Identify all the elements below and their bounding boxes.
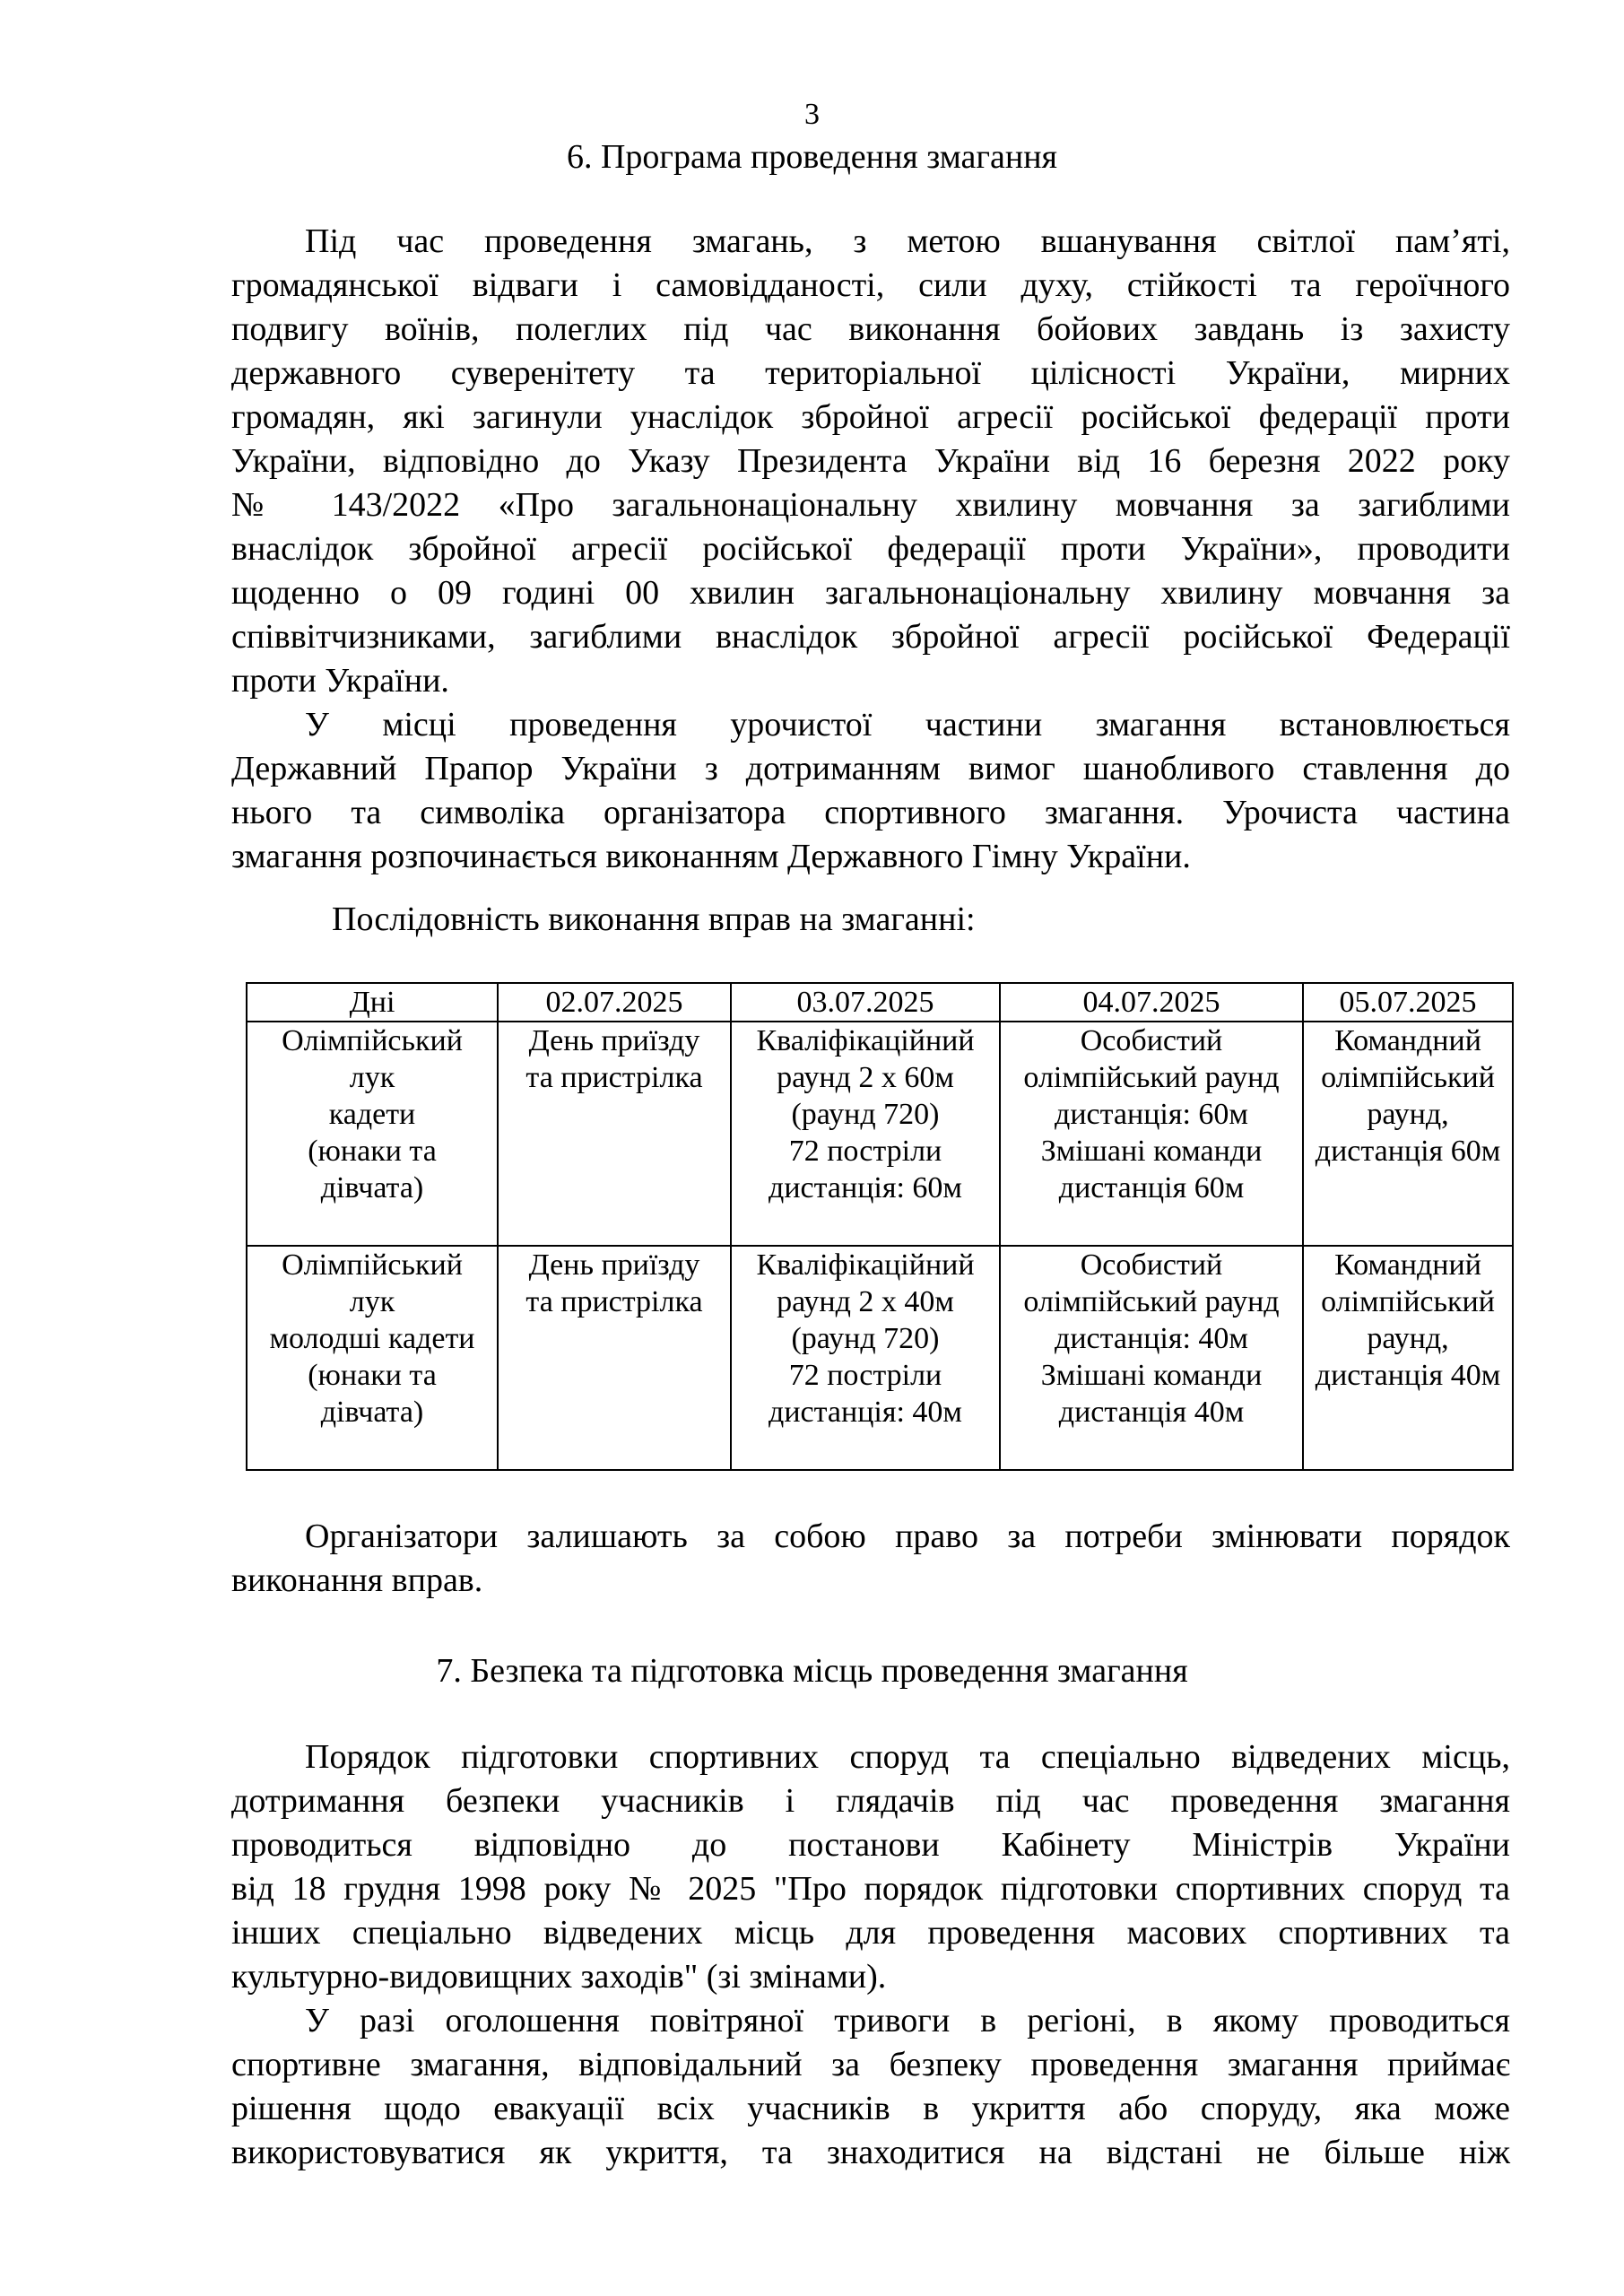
text-line: виконання вправ. xyxy=(231,1561,483,1599)
text-line: змагання розпочинається виконанням Державного Гімну України. xyxy=(231,838,1191,875)
cell-line: Особистий xyxy=(1080,1024,1223,1057)
text-line: проводиться відповідно до постанови Кабінету Міністрів України xyxy=(231,1826,1510,1864)
text-line: державного суверенітету та територіальної цілісності України, мирних xyxy=(231,354,1510,392)
table-cell xyxy=(498,1022,731,1246)
text-line: проти України. xyxy=(231,662,449,700)
cell-line: (раунд 720) xyxy=(791,1322,940,1355)
text-line: громадянської відваги і самовідданості, сили духу, стійкості та героїчного xyxy=(231,266,1510,304)
text-line: У разі оголошення повітряної тривоги в регіоні, в якому проводиться xyxy=(305,2002,1510,2039)
cell-line: олімпійський раунд xyxy=(1023,1061,1280,1094)
cell-line: раунд 2 х 40м xyxy=(777,1285,954,1318)
cell-line: дистанція 40м xyxy=(1058,1396,1245,1429)
text-line: Порядок підготовки спортивних споруд та спеціально відведених місць, xyxy=(305,1738,1510,1776)
cell-line: дистанція: 40м xyxy=(769,1396,962,1429)
cell-line: (юнаки та xyxy=(308,1135,437,1168)
text-line: спортивне змагання, відповідальний за безпеку проведення змагання приймає xyxy=(231,2046,1510,2083)
text-line: внаслідок збройної агресії російської федерації проти України», проводити xyxy=(231,530,1510,568)
cell-line: раунд, xyxy=(1367,1322,1449,1355)
header-days: Дні xyxy=(247,983,498,1022)
table-cell xyxy=(1000,1246,1303,1470)
text-line: нього та символіка організатора спортивного змагання. Урочиста частина xyxy=(231,794,1510,831)
text-line: рішення щодо евакуації всіх учасників в укриття або споруду, яка може xyxy=(231,2090,1510,2127)
text-line: щоденно о 09 годині 00 хвилин загальнонаціональну хвилину мовчання за xyxy=(231,574,1510,612)
table-row xyxy=(247,1022,1513,1246)
section-6-paragraph-3 xyxy=(231,1515,1510,1603)
text-line: Під час проведення змагань, з метою вшанування світлої пам’яті, xyxy=(305,222,1510,260)
cell-line: лук xyxy=(349,1285,395,1318)
cell-line: дівчата) xyxy=(320,1396,424,1429)
cell-line: 72 постріли xyxy=(788,1359,942,1392)
text-line: використовуватися як укриття, та знаходитися на відстані не більше ніж xyxy=(231,2134,1510,2171)
cell-line: (раунд 720) xyxy=(791,1098,940,1131)
text-line: від 18 грудня 1998 року № 2025 "Про порядок підготовки спортивних споруд та xyxy=(231,1870,1510,1908)
cell-line: Змішані команди xyxy=(1040,1359,1263,1392)
cell-line: дівчата) xyxy=(320,1171,424,1205)
cell-line: День приїзду xyxy=(528,1248,700,1282)
table-row xyxy=(247,1246,1513,1470)
page-number: 3 xyxy=(804,98,820,131)
table-cell xyxy=(1303,1246,1513,1470)
cell-line: Змішані команди xyxy=(1040,1135,1263,1168)
table-header-row xyxy=(247,983,1513,1022)
text-line: культурно-видовищних заходів" (зі змінами). xyxy=(231,1958,887,1996)
cell-line: дистанція 60м xyxy=(1058,1171,1245,1205)
cell-line: дистанція: 60м xyxy=(769,1171,962,1205)
cell-line: дистанція 40м xyxy=(1315,1359,1501,1392)
cell-line: раунд, xyxy=(1367,1098,1449,1131)
text-line: Державний Прапор України з дотриманням вимог шанобливого ставлення до xyxy=(231,750,1510,787)
cell-line: дистанція 60м xyxy=(1315,1135,1501,1168)
cell-line: День приїзду xyxy=(528,1024,700,1057)
cell-line: Особистий xyxy=(1080,1248,1223,1282)
cell-line: олімпійський раунд xyxy=(1023,1285,1280,1318)
text-line: громадян, які загинули унаслідок збройної агресії російської федерації проти xyxy=(231,398,1510,436)
cell-line: та пристрілка xyxy=(525,1285,703,1318)
text-line: співвітчизниками, загиблими внаслідок збройної агресії російської Федерації xyxy=(231,618,1510,656)
cell-line: олімпійський xyxy=(1321,1285,1495,1318)
section-7-paragraph-2 xyxy=(231,1999,1510,2175)
cell-line: кадети xyxy=(328,1098,416,1131)
cell-line: молодші кадети xyxy=(269,1322,475,1355)
table-cell xyxy=(1000,1022,1303,1246)
section-7-paragraph-1 xyxy=(231,1735,1510,1999)
table-caption: Послідовність виконання вправ на змаганні: xyxy=(332,900,976,938)
cell-line: Кваліфікаційний xyxy=(756,1024,975,1057)
cell-line: (юнаки та xyxy=(308,1359,437,1392)
text-line: інших спеціально відведених місць для проведення масових спортивних та xyxy=(231,1914,1510,1952)
cell-line: Командний xyxy=(1334,1248,1481,1282)
cell-line: Кваліфікаційний xyxy=(756,1248,975,1282)
text-line: У місці проведення урочистої частини змагання встановлюється xyxy=(305,706,1510,744)
text-line: подвигу воїнів, полеглих під час виконання бойових завдань із захисту xyxy=(231,310,1510,348)
header-date: 02.07.2025 xyxy=(498,983,731,1022)
text-line: № 143/2022 «Про загальнонаціональну хвилину мовчання за загиблими xyxy=(231,486,1510,524)
section-6-paragraph-2 xyxy=(231,703,1510,879)
section-6-title: 6. Програма проведення змагання xyxy=(566,138,1058,176)
table-cell xyxy=(1303,1022,1513,1246)
cell-line: Командний xyxy=(1334,1024,1481,1057)
table-cell xyxy=(731,1246,1000,1470)
section-6-paragraph-1 xyxy=(231,220,1510,703)
cell-line: олімпійський xyxy=(1321,1061,1495,1094)
header-date: 04.07.2025 xyxy=(1000,983,1303,1022)
exercise-schedule-table xyxy=(246,982,1514,1471)
text-line: України, відповідно до Указу Президента України від 16 березня 2022 року xyxy=(231,442,1510,480)
cell-line: раунд 2 х 60м xyxy=(777,1061,954,1094)
table-cell xyxy=(731,1022,1000,1246)
text-line: Організатори залишають за собою право за потреби змінювати порядок xyxy=(305,1518,1510,1555)
cell-line: Олімпійський xyxy=(282,1024,463,1057)
table-cell xyxy=(498,1246,731,1470)
cell-line: дистанція: 60м xyxy=(1055,1098,1248,1131)
header-date: 03.07.2025 xyxy=(731,983,1000,1022)
category-cell xyxy=(247,1022,498,1246)
category-cell xyxy=(247,1246,498,1470)
cell-line: 72 постріли xyxy=(788,1135,942,1168)
cell-line: та пристрілка xyxy=(525,1061,703,1094)
text-line: дотримання безпеки учасників і глядачів під час проведення змагання xyxy=(231,1782,1510,1820)
cell-line: Олімпійський xyxy=(282,1248,463,1282)
section-7-title: 7. Безпека та підготовка місць проведення змагання xyxy=(436,1652,1188,1690)
header-date: 05.07.2025 xyxy=(1303,983,1513,1022)
cell-line: лук xyxy=(349,1061,395,1094)
cell-line: дистанція: 40м xyxy=(1055,1322,1248,1355)
